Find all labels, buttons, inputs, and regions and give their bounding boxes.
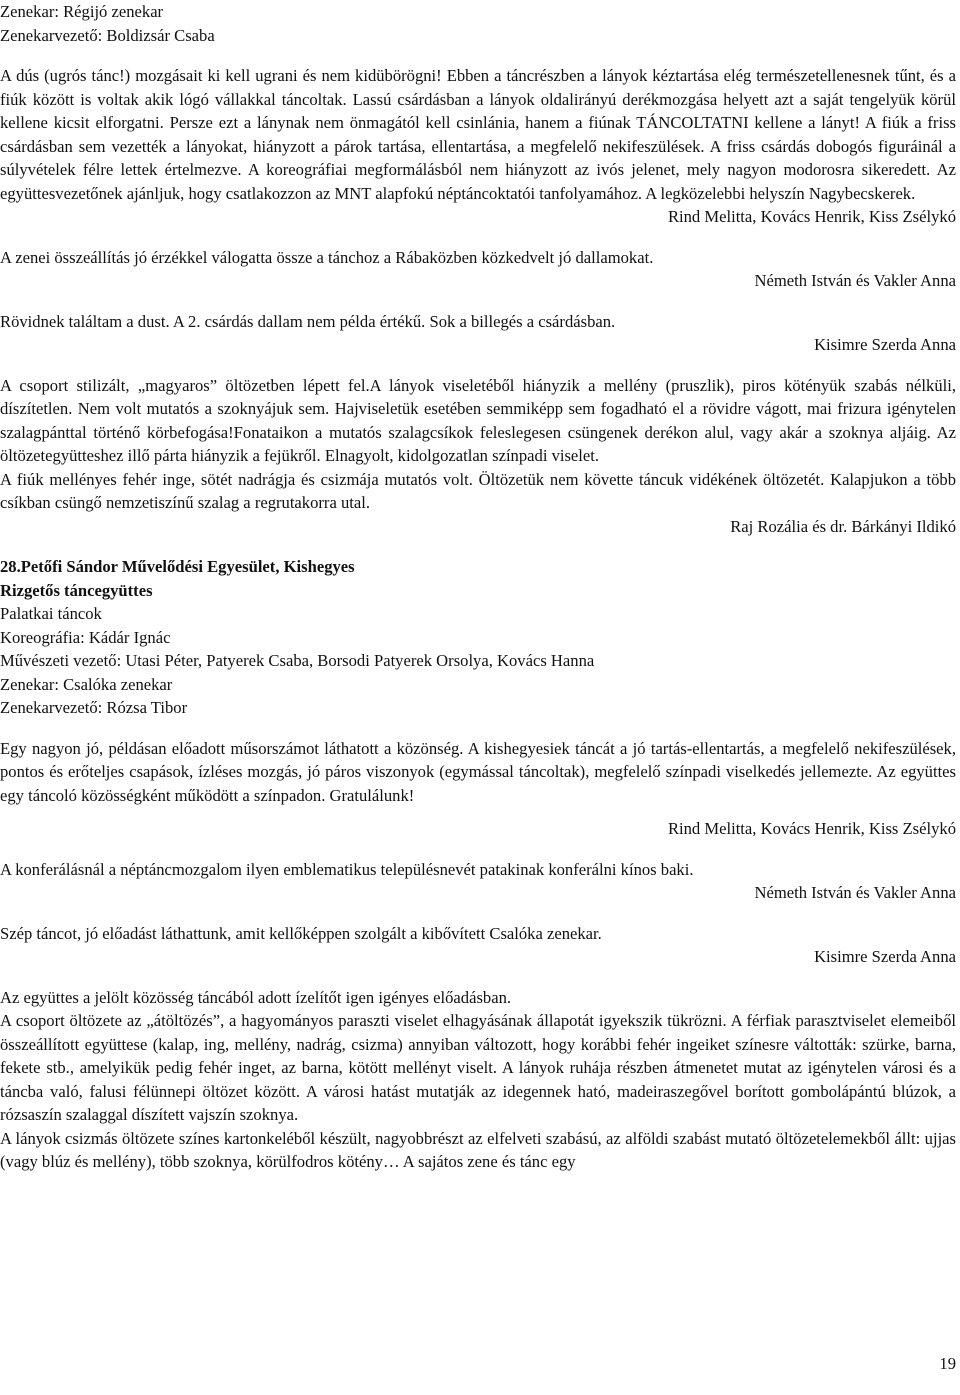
signature: Kisimre Szerda Anna [814,947,956,966]
evaluation-paragraph: A fiúk mellényes fehér inge, sötét nadrágja és csizmája mutatós volt. Öltözetük nem követte táncuk vidékének öltözetét. Kalapjukon a több csíkban csüngő nemzetiszínű szalag a regrutakorra utal. [0,469,956,512]
band-label: Zenekar: Régijó zenekar [0,2,164,21]
evaluation-paragraph: A dús (ugrós tánc!) mozgásait ki kell ugrani és nem kidübörögni! Ebben a táncrészben a lányok kéztartása elég természetellenesnek tűnt, és a fiúk között is voltak akik lógó vállakkal táncoltak. Lassú csárdásban a lányok oldalirányú derékmozgása helyett azt a saját tengelyük körül kellene kicsit elforgatni. Persze ezt a lánynak nem önmagától kell csinlánia, hanem a fiúnak TÁNCOLTATNI kellene a lányt! A fiúk a friss csárdásban sem vezették a lányokat, hiányzott a párok tartása, ellentartása, a megfelelő nekifeszülések. A friss csárdás dobogós figuráinál a súlyvételek félre lettek értelmezve. A koreográfiai megformálásból nem hiányzott az ivós jelenet, mely nagyon modorosra sikeredett. Az együttesvezetőnek ajánljuk, hogy csatlakozzon az MNT alapfokú néptáncoktatói tanfolyamához. A legközelebbi helyszín Nagybecskerek. [0,66,956,203]
evaluation-paragraph: Rövidnek találtam a dust. A 2. csárdás dallam nem példa értékű. Sok a billegés a csárdásban. [0,311,616,331]
signature: Rind Melitta, Kovács Henrik, Kiss Zsélykó [667,207,956,226]
band-leader-label: Zenekarvezető: Boldizsár Csaba [0,25,215,45]
evaluation-paragraph: A zenei összeállítás jó érzékkel válogatta össze a tánchoz a Rábaközben közkedvelt jó dallamokat. [0,247,654,267]
band-leader-label: Zenekarvezető: Rózsa Tibor [0,698,188,717]
evaluation-paragraph: Szép táncot, jó előadást láthattunk, amit kellőképpen szolgált a kibővített Csalóka zenekar. [0,923,602,943]
evaluation-paragraph: A konferálásnál a néptáncmozgalom ilyen emblematikus településnevét patakinak konferálni kínos baki. [0,859,694,879]
evaluation-paragraph: A lányok csizmás öltözete színes kartonkeléből készült, nagyobbrészt az elfelveti szabású, az alföldi szabást mutató öltözetelemekből állt: ujjas (vagy blúz és mellény), több szoknya, körülfodros kötény… A sajátos zene és tánc egy [0,1128,956,1171]
section-title: 28.Petőfi Sándor Művelődési Egyesület, Kishegyes [0,557,355,576]
band-label: Zenekar: Csalóka zenekar [0,674,173,694]
evaluation-paragraph: A csoport stilizált, „magyaros” öltözetben lépett fel.A lányok viseletéből hiányzik a mellény (pruszlik), piros kötényük szabás nélküli, díszítetlen. Nem volt mutatós a szoknyájuk sem. Hajviseletük esetében semmiképp sem fogadható el a rövidre vágott, mai frizura igénytelen szalagpánttal történő körbefogása!Fonataikon a mutatós szalagcsíkok feleslegesen csüngenek derékon alul, vagy akár a szoknya aljáig. Az öltözetegyütteshez illő párta hiányzik a fejükről. Elnagyolt, kidolgozatlan színpadi viselet. [0,375,956,465]
evaluation-paragraph: Az együttes a jelölt közösség táncából adott ízelítőt igen igényes előadásban. [0,987,512,1007]
dance-title: Palatkai táncok [0,604,102,623]
signature: Rind Melitta, Kovács Henrik, Kiss Zsélykó [667,819,956,838]
choreography-label: Koreográfia: Kádár Ignác [0,627,171,647]
signature: Németh István és Vakler Anna [754,271,956,290]
artistic-director-label: Művészeti vezető: Utasi Péter, Patyerek Csaba, Borsodi Patyerek Orsolya, Kovács Hanna [0,651,595,670]
evaluation-paragraph: A csoport öltözete az „átöltözés”, a hagyományos paraszti viselet elhagyásának állapotát igyekszik tükrözni. A férfiak parasztviselet elemeiből összeállított együttese (kalap, ing, mellény, nadrág, csizma) annyiban változott, hogy korábbi fehér ingeiket színesre váltották: szürke, barna, fekete stb., amelyikük pedig fehér inget, az barna, kötött mellényt viselt. A lányok ruhája részben átmenetet mutat az igénytelen városi és a táncba való, falusi félünnepi öltözet között. A városi hatást mutatják az idegennek ható, madeiraszegővel borított gombolápántú blúzok, a rózsaszín szalaggal díszített vajszín szoknya. [0,1011,956,1124]
signature: Németh István és Vakler Anna [754,883,956,902]
signature: Raj Rozália és dr. Bárkányi Ildikó [730,516,956,536]
signature: Kisimre Szerda Anna [814,335,956,354]
evaluation-paragraph: Egy nagyon jó, példásan előadott műsorszámot láthatott a közönség. A kishegyesiek táncát a jó tartás-ellentartás, a megfelelő nekifeszülések, pontos és erőteljes csapások, ízléses mozgás, jó páros viszonyok (egymással táncoltak), megfelelő színpadi viselkedés jellemezte. Az együttes egy táncoló közösségként működött a színpadon. Gratulálunk! [0,738,956,805]
ensemble-name: Rizgetős táncegyüttes [0,580,153,600]
page-number: 19 [939,1354,956,1373]
